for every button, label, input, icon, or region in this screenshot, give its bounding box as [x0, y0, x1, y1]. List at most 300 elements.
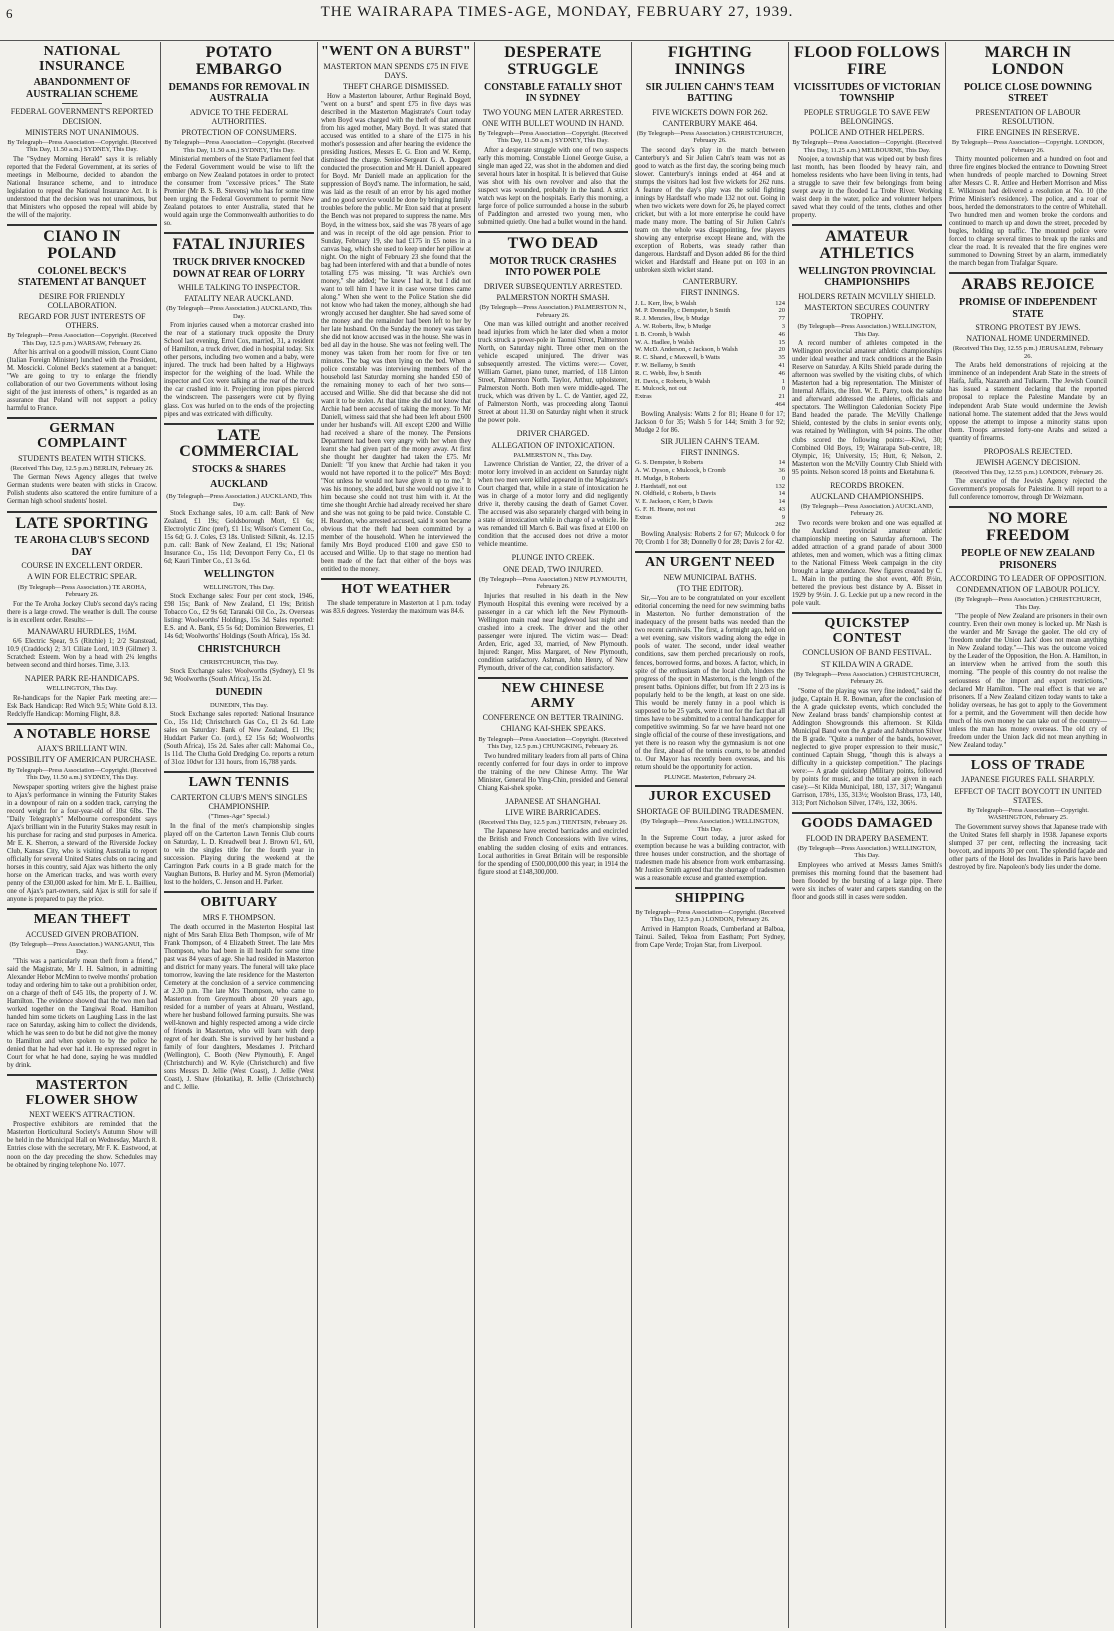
- subheadline: ALLEGATION OF INTOXICATION.: [491, 440, 615, 450]
- article-potato-embargo: [164, 45, 314, 228]
- scorecard-row: [635, 346, 785, 354]
- subheadline: ONE DEAD, TWO INJURED.: [502, 564, 604, 574]
- subheadline: PEOPLE STRUGGLE TO SAVE FEW BELONGINGS.: [803, 107, 931, 126]
- article-lawn-tennis: [164, 776, 314, 887]
- article-body: "The people of New Zealand are prisoners in their own country. Even their own money is locked up. Mr Nash is the warder and Mr Savage the gaoler. The old cry of 'freedom under the Union Jack' does not mean anything in New Zealand today."—This was the outcome voiced by the Leader of the Opposition, the Hon. A. Hamilton, in an interview when he arrived from the south this morning. "The people of this country do not realise the seriousness of the import and export restrictions," declared Mr Hamilton. "The real effect is that we are prisoners. If a New Zealand citizen today wants to take a holiday overseas, he has got to apply to the Government for a permit, and the Government will then decide how much of his own money he can take out of the country—unless the man has money overseas. The old cry of freedom under the Union Jack did not mean anything in New Zealand today.": [949, 613, 1107, 749]
- headline: GOODS DAMAGED: [801, 815, 933, 831]
- headline: MASTERTON FLOWER SHOW: [25, 1077, 139, 1108]
- article-body: "This was a particularly mean theft from a friend," said the Magistrate, Mr J. H. Salmon, in admitting Alexander Hebor McMinn to twelve months' probation today and ordering him to take out a prohibition order, on a charge of theft of £45 10s, the property of J. W. Hamilton. The evidence showed that the two men had worked together on the Tangiwai Road. Hamilton handed him some tickets on Laughing Lass in the last race on Saturday, asking him to collect the dividends, which he was seen to do but he did not give the money to Hamilton and when spoken to by the police he denied that he had ever had it. He expressed regret in Court for what he had done, saying he was muddled by drink.: [7, 957, 157, 1069]
- batsman-runs: 20: [778, 307, 785, 315]
- article-body: The shade temperature in Masterton at 1 p.m. today was 83.6 degrees. Yesterday the maximum was 84.6.: [321, 599, 471, 615]
- byline: By Telegraph—Press Association—Copyright. (Received This Day, 11.50 a.m.) SYDNEY, This Day.: [478, 129, 628, 145]
- byline: (By Telegraph—Press Association.) CHRISTCHURCH, February 26.: [793, 670, 941, 686]
- subheadline: DRIVER SUBSEQUENTLY ARRESTED.: [483, 281, 623, 291]
- batsman-runs: 21: [778, 393, 785, 401]
- article-shipping: [635, 892, 785, 950]
- batsman-runs: 1: [781, 377, 785, 385]
- article-quickstep-contest: [792, 617, 942, 808]
- subheadline: CARTERTON CLUB'S MEN'S SINGLES CHAMPIONSHIP.: [170, 793, 308, 812]
- divider: [949, 272, 1107, 274]
- headline: LOSS OF TRADE: [970, 757, 1086, 773]
- batsman-name: Extras: [635, 393, 652, 401]
- subheadline: ABANDONMENT OF AUSTRALIAN SCHEME: [26, 77, 138, 100]
- subheadline: FIRE ENGINES IN RESERVE.: [976, 127, 1080, 137]
- signature: PLUNGE. Masterton, February 24.: [664, 773, 756, 781]
- headline: OBITUARY: [200, 894, 278, 910]
- batsman-runs: 0: [781, 474, 785, 482]
- subheadline: NATIONAL HOME UNDERMINED.: [966, 334, 1090, 344]
- subheadline: STUDENTS BEATEN WITH STICKS.: [18, 453, 146, 463]
- subheadline: TWO YOUNG MEN LATER ARRESTED.: [482, 107, 624, 117]
- column-6: [789, 42, 946, 1628]
- article-late-commercial: [164, 428, 314, 768]
- subheadline: CONDEMNATION OF LABOUR POLICY.: [956, 585, 1100, 595]
- subheadline: JEWISH AGENCY DECISION.: [975, 457, 1081, 467]
- subheadline: DESIRE FOR FRIENDLY COLLABORATION.: [38, 291, 126, 310]
- scorecard-row: [635, 385, 785, 393]
- byline: (By Telegraph—Press Association.) WELLINGTON, This Day.: [640, 818, 780, 833]
- batsman-runs: 14: [778, 459, 785, 467]
- article-body: Stock Exchange sales reported: National Insurance Co., 15s 11d; Christchurch Gas Co., £1 2s 6d. Late sales on Saturday: Bank of New Zealand, £1 19s; Huddart Parker Co. (ord.), £2 15s 6d; Woolworths (South Africa), 15s 2d. Sales after call: Mahomai Co., 1s 11d. The Clutha Gold Dredging Co. reports a return of 31oz 10dwt for 131 hours, from 16,788 yards.: [164, 711, 314, 767]
- article-late-sporting: [7, 516, 157, 670]
- subheadline: AUCKLAND CHAMPIONSHIPS.: [810, 491, 924, 501]
- scorecard-row: [635, 393, 785, 401]
- subheadline: COLONEL BECK'S STATEMENT AT BANQUET: [18, 265, 146, 289]
- subheadline: WELLINGTON PROVINCIAL CHAMPIONSHIPS: [798, 265, 936, 289]
- subheadline: ADVICE TO THE FEDERAL AUTHORITIES.: [190, 107, 288, 126]
- batsman-runs: 20: [778, 346, 785, 354]
- subheadline: FEDERAL GOVERNMENT'S REPORTED DECISION.: [10, 107, 154, 126]
- divider: [7, 1074, 157, 1076]
- byline: (By Telegraph—Press Association.) AUCKLAND, This Day.: [166, 493, 312, 508]
- scorecard-row: [635, 514, 785, 522]
- subheadline: EFFECT OF TACIT BOYCOTT IN UNITED STATES.: [954, 786, 1102, 805]
- headline: JUROR EXCUSED: [648, 789, 772, 805]
- article-went-on-a-burst: [321, 45, 471, 574]
- batsman-name: A. W. Roberts, lbw, b Mudge: [635, 322, 711, 330]
- batsman-runs: 132: [775, 482, 785, 490]
- article-plunge-into-creek: [478, 553, 628, 672]
- divider: [949, 754, 1107, 756]
- headline: NO MORE FREEDOM: [986, 510, 1070, 545]
- scorecard-row: [635, 300, 785, 308]
- article-urgent-need: [635, 556, 785, 781]
- article-body: The "Sydney Morning Herald" says it is reliably reported that the Federal Government, at its series of meetings in Melbourne, decided to abandon the National Insurance scheme, and to introduce legislation to repeal the National Insurance Act. It is understood that the decision was not unanimous, but that Ministers who opposed the repeal will abide by the will of the majority.: [7, 155, 157, 219]
- subheadline: HOLDERS RETAIN MCVILLY SHIELD.: [798, 291, 936, 301]
- section-dunedin: DUNEDIN: [215, 687, 263, 699]
- byline: DUNEDIN, This Day.: [210, 701, 268, 709]
- headline: FATAL INJURIES: [172, 236, 306, 254]
- headline: SHIPPING: [674, 891, 746, 907]
- newspaper-title: THE WAIRARAPA TIMES-AGE, MONDAY, FEBRUARY 27, 1939.: [320, 4, 794, 20]
- batsman-name: I. B. Cromb, b Walsh: [635, 330, 691, 338]
- headline: MARCH IN LONDON: [984, 44, 1072, 78]
- column-4: [475, 42, 632, 1628]
- scorecard-row: [635, 483, 785, 491]
- subheadline: FLOOD IN DRAPERY BASEMENT.: [805, 833, 929, 843]
- subheadline: REGARD FOR JUST INTERESTS OF OTHERS.: [18, 311, 146, 331]
- batsman-name: G. F. H. Heane, not out: [635, 505, 696, 513]
- scorecard-row: [635, 506, 785, 514]
- article-body: The German News Agency alleges that twelve German students were beaten with sticks in Cracow. Polish students also scattered the entire furniture of a German high school students' hostel.: [7, 474, 157, 506]
- subheadline: CHIANG KAI-SHEK SPEAKS.: [500, 724, 606, 734]
- race-title: MANAWARU HURDLES, 1½M.: [27, 626, 137, 636]
- column-7: [946, 42, 1110, 1628]
- byline: By Telegraph—Press Association—Copyright. LONDON, February 26.: [951, 139, 1105, 154]
- scorecard-row: [635, 475, 785, 483]
- article-amateur-athletics: [792, 229, 942, 476]
- scorecard-row: [635, 339, 785, 347]
- article-national-insurance: [7, 45, 157, 220]
- article-march-in-london: [949, 45, 1107, 268]
- scorecard-row: [635, 323, 785, 331]
- headline: AN URGENT NEED: [645, 555, 775, 571]
- article-body: Prospective exhibitors are reminded that the Masterton Horticultural Society's Autumn Show will be held in the Municipal Hall on Wednesday, March 8. Entries close with the secretary, Mr F. K. Eastwood, at noon on the day preceding the show. Schedules may be obtained by ringing telephone No. 1077.: [7, 1121, 157, 1169]
- scorecard-row: [635, 315, 785, 323]
- scorecard-row: [635, 362, 785, 370]
- innings-title: FIRST INNINGS.: [680, 447, 740, 457]
- subheadline: MOTOR TRUCK CRASHES INTO POWER POLE: [489, 255, 617, 279]
- batsman-runs: 41: [778, 361, 785, 369]
- article-body: Noojee, a township that was wiped out by bush fires last month, has been flooded by heavy rain, and homeless residents who have been living in tents, had a struggle to save their few belongings from being swept away in the flooded La Trobe River. Working waist deep in the water, police and volunteer helpers saved what they could of the tents, clothes and other property.: [792, 156, 942, 220]
- batsman-name: H. Davis, c Roberts, b Walsh: [635, 377, 711, 385]
- divider: [792, 612, 942, 614]
- article-body: A record number of athletes competed in the Wellington provincial amateur athletic championships under ideal weather and track conditions at the Basin Reserve on Saturday. A Kilts Shield parade during the afternoon was swelled by the visiting clubs, of which Masterton had a big representation. The Minister of Internal Affairs, the Hon. W. E. Parry, took the salute and afterward addressed the athletes, officials and spectators. The Wellington Caledonian Society Pipe Band headed the parade. The McVilly Challenge Shield, contested by the clubs in senior events only, was retained by Wellington, with 94 points. The other clubs scored the following points:—Kiwi, 30; Combined Old Boys, 19; Wairarapa Sub-centre, 18; Olympic, 16; University, 15; Hutt, 6; Nelson, 2. Masterton won the McVilly Country Club Shield with 95 points. Nelson scored 18 points and Eketahuna 6.: [792, 340, 942, 476]
- scorecard-total: 262: [775, 521, 785, 529]
- article-body: Two hundred military leaders from all parts of China recently conferred for four days in order to improve the training of the new Chinese Army. The War Minister, General Ho Ying-Chin, presided and General Chiang Kai-shek spoke.: [478, 752, 628, 792]
- subheadline: JAPANESE AT SHANGHAI.: [505, 796, 601, 806]
- columns: [4, 42, 1110, 1628]
- article-juror-excused: [635, 790, 785, 883]
- article-body: Stock Exchange sales: Woolworths (Sydney), £1 9s 9d; Woolworths (South Africa), 15s 2d.: [164, 668, 314, 684]
- subheadline: PROMISE OF INDEPENDENT STATE: [959, 297, 1097, 320]
- article-body: Arrived in Hampton Roads, Cumberland at Balboa, Tainui. Sailed, Tekoa from Eastham; Port Sydney, from Cape Verde; Trojan Star, from Liverpool.: [635, 925, 785, 949]
- batsman-name: F. W. Bellamy, b Smith: [635, 361, 696, 369]
- article-obituary: [164, 896, 314, 1092]
- article-body: Sir,—You are to be congratulated on your excellent editorial concerning the need for new swimming baths in Masterton. No further demonstration of the inadequacy of the present baths was needed than the two recent carnivals. The first, a fortnight ago, held on a wet evening, saw visitors wading along the edge in pools of water. The second, under ideal weather conditions, saw them perched precariously on roofs, fences, borrowed forms, and boxes. A factor, which, in spite of the enthusiasm of the local club, hinders the progress of the sport in Masterton, is the length of the present baths. Opinions differ, but from 1ft 2 2/3 ins is popularly held to be the length, at least on one side. This would be merely funny in a pool which is supposed to be 25 yards, were it not for the fact that all times have to be submitted to a central handicapper for competitive swimming. So far we have heard not one single official of the course of these investigations, and yet there is no reason why the gymnasium is not one of the first, ahead of the tennis courts, to be attended to. Our Mayor has recently been overseas, and his return should be the opportunity for action.: [635, 595, 785, 771]
- divider: [792, 812, 942, 814]
- article-body: For the Te Aroha Jockey Club's second day's racing there is a large crowd. The weather is dull. The course is in excellent order. Results:—: [7, 600, 157, 624]
- batsman-name: J. Hardstaff, not out: [635, 482, 687, 490]
- scorecard-canterbury: [635, 300, 785, 401]
- article-notable-horse: [7, 728, 157, 904]
- subheadline: A WIN FOR ELECTRIC SPEAR.: [27, 572, 137, 582]
- headline: HOT WEATHER: [341, 582, 451, 598]
- subheadline: PEOPLE OF NEW ZEALAND PRISONERS: [961, 548, 1095, 571]
- byline: (Received This Day, 12.55 p.m.) JERUSALEM, February 26.: [952, 345, 1104, 360]
- bowling-analysis: Bowling Analysis: Roberts 2 for 67; Mulcock 0 for 70; Cromb 1 for 38; Donnelly 0 for 28; Davis 2 for 42.: [635, 531, 785, 547]
- scorecard-row: [635, 490, 785, 498]
- divider: [478, 231, 628, 233]
- scorecard-row: [635, 307, 785, 315]
- section-auckland: AUCKLAND: [210, 478, 268, 490]
- scorecard-row: [635, 354, 785, 362]
- headline: CIANO IN POLAND: [43, 228, 121, 262]
- article-body: Stock Exchange sales, 10 a.m. call: Bank of New Zealand, £1 19s; Goldsborough Mort, £1 6s; Electrolytic Zinc (pref), £1 11s; Wilson's Cement Co., 15s 6d; G. J. Coles, £3 18s. Unlisted: Silknit, 4s. 12.15 p.m. call: Bank of New Zealand, £1 19s; National Insurance Co., 15s 11d; Devonport Ferry Co., £1 0s 6d; Kauri Timber Co., £1 3s 6d.: [164, 510, 314, 566]
- divider: [62, 103, 102, 104]
- subheadline: CONCLUSION OF BAND FESTIVAL.: [802, 648, 932, 658]
- scorecard-row: [635, 498, 785, 506]
- subheadline: POLICE AND OTHER HELPERS.: [809, 127, 925, 137]
- innings-title: FIRST INNINGS.: [680, 288, 740, 298]
- article-loss-of-trade: [949, 759, 1107, 872]
- batsman-name: G. S. Dempster, b Roberts: [635, 459, 704, 467]
- headline: GERMAN COMPLAINT: [37, 421, 127, 452]
- batsman-name: M. P. Donnelly, c Dempster, b Smith: [635, 307, 731, 315]
- subheadline: STOCKS & SHARES: [192, 464, 286, 476]
- divider: [164, 423, 314, 425]
- subheadline: TE AROHA CLUB'S SECOND DAY: [14, 535, 150, 558]
- subheadline: PALMERSTON NORTH SMASH.: [496, 293, 610, 303]
- headline: QUICKSTEP CONTEST: [824, 616, 910, 646]
- byline: (By Telegraph—Press Association.) AUCKLAND, February 26.: [800, 502, 934, 518]
- article-goods-damaged: [792, 817, 942, 902]
- batsman-runs: 46: [778, 330, 785, 338]
- byline: (By Telegraph—Press Association.) WANGANUI, This Day.: [9, 940, 155, 956]
- article-body: In the final of the men's championship singles played off on the Carterton Lawn Tennis Club courts on Saturday, L. D. Kreadwell beat J. Brown 6/1, 6/0, to win the singles title for the fourth year in succession. Playing during the weekend at the Carrington Park courts in a B grade match for the Vaughan Buttons, B. Hurley and M. Syron (Memorial) lost to the holders, C. Jenson and H. Parker.: [164, 822, 314, 886]
- subheadline: WHILE TALKING TO INSPECTOR.: [177, 283, 301, 293]
- subheadline: NAPIER PARK RE-HANDICAPS.: [24, 673, 140, 683]
- article-body: Stock Exchange sales: Four per cent stock, 1946, £98 15s; Bank of New Zealand, £1 19s; British Tobacco Co., £2 9s 6d; Taranaki Oil Co., 2s. Overseas listing: Woolworths' Holdings, 15s 3d. Sales reported: E.S. and A. Bank, £5 5s 6d; Dominion Breweries, £1 14s 6d; Woolworths' Holdings (South Africa), 15s 3d.: [164, 593, 314, 641]
- byline: PALMERSTON N., This Day.: [513, 451, 593, 459]
- article-body: Two records were broken and one was equalled at the Auckland provincial amateur athletic championship meeting on Saturday afternoon. The added attraction of a grand parade of about 3000 athletes, men and women, which was a fitting climax to the National Fitness Week campaign in the city brought a large attendance. New figures created by C. L. Main in the putting the shot event, 40ft 8½in, bettered the previous best distance by A. Bisset in 1929 by 9½in. J. G. Leckie put up a new record in the pole vault.: [792, 519, 942, 608]
- scorecard-row: [635, 378, 785, 386]
- batsman-runs: 15: [778, 338, 785, 346]
- article-records-broken: [792, 481, 942, 608]
- headline: NEW CHINESE ARMY: [501, 680, 605, 711]
- batsman-name: R. C. Shand, c Maxwell, b Watts: [635, 354, 720, 362]
- subheadline: LIVE WIRE BARRICADES.: [505, 807, 601, 817]
- subheadline: AJAX'S BRILLIANT WIN.: [36, 744, 128, 754]
- article-new-chinese-army: [478, 682, 628, 793]
- subheadline: VICISSITUDES OF VICTORIAN TOWNSHIP: [793, 81, 941, 105]
- byline: (Received This Day, 12.55 p.m.) LONDON, February 26.: [952, 468, 1104, 476]
- batsman-runs: 124: [775, 299, 785, 307]
- article-flower-show: [7, 1079, 157, 1170]
- byline: (By Telegraph—Press Association.) AUCKLAND, This Day.: [166, 305, 312, 320]
- article-mean-theft: [7, 913, 157, 1070]
- batsman-runs: 0: [781, 385, 785, 393]
- article-fighting-innings: [635, 45, 785, 547]
- team-title: CANTERBURY.: [682, 277, 738, 287]
- subheadline: MINISTERS NOT UNANIMOUS.: [25, 127, 139, 137]
- headline: A NOTABLE HORSE: [13, 726, 151, 742]
- batsman-runs: 14: [778, 490, 785, 498]
- subheadline: CANTERBURY MAKE 464.: [662, 118, 758, 128]
- article-japanese-shanghai: [478, 797, 628, 877]
- headline: NATIONAL INSURANCE: [39, 44, 125, 74]
- byline: CHRISTCHURCH, This Day.: [199, 658, 279, 666]
- byline: (By Telegraph—Press Association.) PALMERSTON N., February 26.: [479, 304, 627, 319]
- divider: [635, 887, 785, 889]
- divider: [164, 232, 314, 234]
- batsman-name: R. J. Menzies, lbw, b Mudge: [635, 315, 710, 323]
- divider: [792, 224, 942, 226]
- article-body: After a desperate struggle with one of two suspects early this morning, Constable Lionel George Guise, a single man aged 22, was shot in the abdomen and died several hours later in hospital. It is believed that Guise was shot with his own revolver and also that the suspect was wounded, probably in the hand. A strict watch was kept on the hospitals. Early this morning, a large force of police surrounded a house in the suburb of Paddington and arrested two young men, who submitted quietly. One had a bullet wound in the hand.: [478, 146, 628, 227]
- article-ciano-in-poland: [7, 229, 157, 413]
- subheadline: FATALITY NEAR AUCKLAND.: [184, 294, 294, 304]
- subheadline: CONSTABLE FATALLY SHOT IN SYDNEY: [484, 81, 622, 105]
- subheadline: PLUNGE INTO CREEK.: [511, 553, 595, 563]
- subheadline: DRIVER CHARGED.: [516, 429, 590, 439]
- batsman-runs: 3: [781, 322, 785, 330]
- batsman-runs: 36: [778, 466, 785, 474]
- divider: [7, 417, 157, 419]
- subheadline: MRS F. THOMPSON.: [202, 912, 276, 922]
- batsman-name: A. W. Dyson, c Mulcock, b Cromb: [635, 466, 726, 474]
- subheadline: POSSIBILITY OF AMERICAN PURCHASE.: [7, 755, 157, 765]
- batsman-name: W. A. Hadlee, b Walsh: [635, 338, 694, 346]
- article-flood-follows-fire: [792, 45, 942, 220]
- subheadline: SIR JULIEN CAHN'S TEAM BATTING: [645, 81, 775, 105]
- divider: [7, 723, 157, 725]
- subheadline: MASTERTON MAN SPENDS £75 IN FIVE DAYS.: [323, 61, 469, 80]
- subheadline: PROPOSALS REJECTED.: [983, 446, 1073, 456]
- byline: ("Times-Age" Special.): [208, 813, 270, 821]
- batsman-name: E. Mulcock, not out: [635, 385, 687, 393]
- subheadline: TRUCK DRIVER KNOCKED DOWN AT REAR OF LORRY: [172, 257, 306, 280]
- article-body: The executive of the Jewish Agency rejected the Government's proposals for Palestine. It will report to a full conference tomorrow, through Dr Weizmann.: [949, 478, 1107, 502]
- byline: By Telegraph—Press Association—Copyright. (Received This Day, 11.50 a.m.) SYDNEY, This Day.: [7, 766, 157, 782]
- divider: [949, 506, 1107, 508]
- byline: By Telegraph—Press Association—Copyright. (Received This Day, 11.50 a.m.) SYDNEY, This Day.: [164, 139, 314, 154]
- batsman-runs: 77: [778, 315, 785, 323]
- batsman-name: V. E. Jackson, c Kerr, b Davis: [635, 498, 713, 506]
- article-napier-park: [7, 674, 157, 719]
- article-desperate-struggle: [478, 45, 628, 227]
- article-body: The second day's play in the match between Canterbury's and Sir Julien Cahn's team was not as good to watch as the first day, the scoring being much slower. Canterbury's innings ended at 464 and at stumps the visitors had lost five wickets for 262 runs. A feature of the day's play was the solid fighting innings by Hardstaff who made 132 not out. Going in when two wickets were down for 26, he played correct cricket, but with a lot more enterprise he could have made many more. The batting of Sir Julien Cahn's team on the whole was disappointing, few players showing any enterprise except Heane and, with the exception of Roberts, was steady rather than dangerous. Hardstaff and Dyson added 86 for the third wicket and Hardstaff and Heane put on 103 in an unbroken sixth wicket stand.: [635, 146, 785, 275]
- byline: (Received This Day, 12.5 p.m.) TIENTSIN, February 26.: [478, 819, 628, 826]
- headline: LAWN TENNIS: [188, 775, 290, 791]
- headline: TWO DEAD: [507, 235, 599, 253]
- byline: By Telegraph—Press Association—Copyright. (Received This Day, 11.25 a.m.) MELBOURNE, This Day.: [792, 139, 942, 154]
- article-body: The Government survey shows that Japanese trade with the United States fell sharply in 1938. Japanese exports slumped 37 per cent, reflecting the increasing tacit boycott, and imports 30 per cent. The splendid façade and other parts of the Hotel des Invalides in Paris have been destroyed by fire. Napoleon's body lies under the dome.: [949, 823, 1107, 871]
- subheadline: RECORDS BROKEN.: [830, 480, 904, 490]
- subheadline: STRONG PROTEST BY JEWS.: [975, 323, 1081, 333]
- subheadline: NEW MUNICIPAL BATHS.: [663, 573, 757, 582]
- headline: FLOOD FOLLOWS FIRE: [794, 44, 940, 78]
- article-fatal-injuries: [164, 237, 314, 418]
- byline: (By Telegraph—Press Association.) WELLINGTON, This Day.: [797, 844, 937, 860]
- headline: FIGHTING INNINGS: [667, 44, 753, 78]
- batsman-name: N. Oldfield, c Roberts, b Davis: [635, 490, 716, 498]
- divider: [7, 224, 157, 226]
- scorecard-row: [635, 331, 785, 339]
- byline: WELLINGTON, This Day.: [203, 583, 275, 591]
- section-christchurch: CHRISTCHURCH: [197, 644, 281, 656]
- headline: LATE SPORTING: [15, 514, 149, 532]
- article-body: In the Supreme Court today, a juror asked for exemption because he was a building contractor, with three houses under construction, and the shortage of tradesmen made his absence from work embarrassing. Mr Justice Smith agreed that the shortage of tradesmen was a reasonable excuse and granted exemption.: [635, 835, 785, 883]
- batsman-runs: 14: [778, 498, 785, 506]
- column-1: [4, 42, 161, 1628]
- article-body: Lawrence Christian de Vantier, 22, the driver of a motor lorry involved in an accident on Saturday night when two men were killed appeared in the Magistrate's Court charged that, while in a state of intoxication he was in charge of a motor lorry and did negligently drive it, thereby causing the death of Garnet Cover. The accused was also separately charged with being in a state of intoxication while in charge of a vehicle. He was remanded till March 6. Bail was fixed at £100 on condition that the accused does not drive a motor vehicle meantime.: [478, 461, 628, 549]
- subheadline: ST KILDA WIN A GRADE.: [821, 659, 913, 669]
- article-body: The Arabs held demonstrations of rejoicing at the imminence of an independent Arab State in the streets of Haifa, Jaffa, Nazareth and Tulkarm. The Jewish Council has issued a statement declaring that the reported proposal to replace the Palestine Mandate by an independent Arab State would undermine the Jewish national home. The statement added that the Jews would oppose the attempt to impose a minority status upon them. Troops arrested forty-one Arabs and seized a quantity of firearms.: [949, 362, 1107, 442]
- subheadline: THEFT CHARGE DISMISSED.: [343, 82, 449, 92]
- subheadline: PRESENTATION OF LABOUR RESOLUTION.: [975, 107, 1081, 126]
- byline: (By Telegraph—Press Association.) TE AROHA, February 26.: [17, 583, 147, 599]
- divider: [635, 785, 785, 787]
- article-body: The Japanese have erected barricades and encircled the British and French Concessions with live wires, enabling the sudden closing of exits and entrances. Local authorities in Great Britain will be responsible for the spending of £500,000,000 this year; in 1914 the figure stood at £148,300,000.: [478, 828, 628, 876]
- batsman-runs: 46: [778, 369, 785, 377]
- article-two-dead: [478, 236, 628, 425]
- page-number: 6: [6, 6, 13, 21]
- subheadline: CONFERENCE ON BETTER TRAINING.: [482, 713, 624, 723]
- divider: [635, 551, 785, 553]
- article-body: Employees who arrived at Messrs James Smith's premises this morning found that the basement had been flooded by the bursting of a large pipe. There were six inches of water and carpets standing on the floor and goods still in cases were sodden.: [792, 861, 942, 901]
- article-body: The death occurred in the Masterton Hospital last night of Mrs Sarah Eliza Beth Thompson, wife of Mr Frank Thompson, of 4 Elizabeth Street. The late Mrs Thompson, who had been in ill health for some time past was 84 years of age. She had resided in Masterton and district for many years. The funeral will take place tomorrow, leaving the late residence for the Masterton Cemetery at the conclusion of a service commencing at 2.30 p.m. The late Mrs Thompson, who came to Masterton from Greymouth about 20 years ago, resided for a number of years at Ahuaru, Westland, where her husband followed farming pursuits. She was well-known and highly respected among a wide circle of friends in Masterton, who will learn with deep regret of her death. She is survived by her husband a family of four daughters, Mesdames J. Pritchard (Wellington), C. Booth (New Plymouth), F. Angel (Christchurch) and W. Kyle (Christchurch) and five sons Messrs D. Jellie (West Coast), J. Jellie (West Coast), J. Shaw (Hokatika), R. Jellie (Christchurch) and C. Jellie.: [164, 923, 314, 1092]
- headline: "WENT ON A BURST": [321, 44, 471, 59]
- subheadline: ACCORDING TO LEADER OF OPPOSITION.: [949, 574, 1107, 584]
- batsman-name: H. Mudge, b Roberts: [635, 474, 690, 482]
- scorecard-row: [635, 459, 785, 467]
- byline: By Telegraph—Press Association—Copyright. (Received This Day, 12.5 p.m.) WARSAW, February 26.: [7, 332, 157, 347]
- subheadline: FIVE WICKETS DOWN FOR 262.: [652, 107, 768, 117]
- column-5: [632, 42, 789, 1628]
- subheadline: JAPANESE FIGURES FALL SHARPLY.: [961, 775, 1095, 785]
- byline: By Telegraph—Press Association—Copyright. WASHINGTON, February 25.: [967, 806, 1089, 822]
- byline: (By Telegraph—Press Association.) CHRISTCHURCH, February 26.: [636, 129, 784, 145]
- team-title: SIR JULIEN CAHN'S TEAM.: [660, 436, 760, 446]
- race-results: 6/6 Electric Spear, 9.5 (Ritchie) 1; 2/2 Stanstead, 10.9 (Craddock) 2; 3/1 Ciliate Lord, 10.9 (Gilmer) 3. Scratched: Esteem. Won by a head with 2¼ lengths between second and third horses. Time, 3.13.: [7, 637, 157, 669]
- headline: ARABS REJOICE: [961, 276, 1095, 294]
- batsman-runs: 35: [778, 354, 785, 362]
- article-body: From injuries caused when a motorcar crashed into the rear of a stationary truck opposite the Drury School last evening, Errol Cox, married, 31, a resident of Hamilton, a truck driver, died in hospital today. Six other persons, including two women and a baby, were injured. The truck had been halted by a Highways inspector for the weighing of the load. While the inspector and Cox were talking at the rear of the truck the car crashed into it. Projecting iron pipes pierced the windscreen. The passengers were cut by flying glass. Cox was hurled on to the ends of the projecting pipes and was extricated with difficulty.: [164, 322, 314, 418]
- scorecard-row: [635, 370, 785, 378]
- subheadline: SHORTAGE OF BUILDING TRADESMEN.: [636, 806, 784, 816]
- masthead: [0, 0, 1114, 41]
- byline: By Telegraph—Press Association—Copyright. (Received This Day, 12.5 p.m.) LONDON, February 26.: [635, 908, 785, 924]
- byline: By Telegraph—Press Association—Copyright. (Received This Day, 12.5 p.m.) CHUNGKING, February 26.: [478, 735, 628, 751]
- subheadline: ONE WITH BULLET WOUND IN HAND.: [482, 118, 624, 128]
- subheadline: POLICE CLOSE DOWNING STREET: [963, 81, 1093, 105]
- headline: POTATO EMBARGO: [195, 44, 283, 78]
- article-arabs-rejoice: [949, 277, 1107, 442]
- divider: [7, 511, 157, 513]
- scorecard-row: [635, 467, 785, 475]
- batsman-name: R. C. Webb, lbw, b Smith: [635, 369, 702, 377]
- byline: (By Telegraph—Press Association.) NEW PLYMOUTH, February 26.: [478, 575, 628, 591]
- subheadline: DEMANDS FOR REMOVAL IN AUSTRALIA: [168, 81, 310, 105]
- byline: (By Telegraph—Press Association.) WELLINGTON, This Day.: [797, 323, 937, 338]
- article-body: Re-handicaps for the Napier Park meeting are:— Esk Back Handicap: Red Witch 9.5; White Gold 8.13. Redclyffe Handicap: Morning Flight, 8.8.: [7, 694, 157, 718]
- scorecard-total: 464: [775, 400, 785, 408]
- article-body: How a Masterton labourer, Arthur Reginald Boyd, "went on a burst" and spent £75 in five days was described in the Masterton Magistrate's Court today when Boyd was charged with the theft of that amount from his aged mother, Mary Boyd. It was stated that accused was entitled to a share of the £175 in his mother's possession and after hearing the evidence the presiding Justices, Messrs E. G. Eton and W. Kemp, dismissed the charge. Senior-Sergeant G. A. Doggett conducted the prosecution and Mr H. Daniell appeared for Boyd. Mr Daniell made an application for the suppression of Boyd's name. The information, he said, was laid as the result of an error by his aged mother and no good service would be done by bringing family troubles before the public. Mr Eton said that at present the Bench was not prepared to suppress the name. Mrs Boyd, in the witness box, said she was 78 years of age and was in receipt of the old age pension. Prior to Sunday, February 19, she had £175 in £5 notes in a canvas bag, which she used to keep under her pillow at night. On the night of February 23 she found that the bag had been interfered with and that a bundle of notes totalling £75 was missing. "It was Archie's own money," she added; "he knew I had it, but I did not want to tell him I have it in case worse times came along." When she went to the Police Station she did not know who had taken the money, although she had wrongly accused her daughter. She had saved some of the money and the remainder had been left to her by her late husband. On the Sunday the money was taken she did not know accused was in the house. She was in bed all day in the house. She was not feeling well. The money was taken from her room for five or ten minutes. The bag was then lying on the bed. When a police constable was interviewing members of the household last Saturday morning she handed £50 of the remaining money to each of her two sons—accused and Willie. She did that because she did not want it to be stolen. At that time she did not know that Archie had been accused of taking the money. To Mr Daniell, witness said that she had been left about £600 under her husband's will. All except £200 and Willie had received a share of the money. The Pensions Department had been very angry with her when they learnt she had given part of the money away. At first she thought her daughter had taken the £75. Mr Daniell: "If you knew that Archie had taken it you would not have reported it to the police?" Mrs Boyd: "Not unless he would not have given it up to me." It was his money, she added, but she would not give it to him because she could not trust him with it. At the time she thought Archie had already received her share and she was not going to be paid twice. Constable C. H. Reardon, who arrested accused, said it soon became obvious that the theft had been committed by a member of the household. When he interviewed the family Mrs Boyd produced £100 and gave £50 to accused and Willie. Up to that stage no mention had been made of the fact that either of the boys was entitled to the money.: [321, 93, 471, 574]
- subheadline: (TO THE EDITOR).: [676, 584, 744, 594]
- article-body: Ministerial members of the State Parliament feel that the Federal Government would be wise to lift the embargo on New Zealand potatoes in order to protect the consumer from "excessive prices." The State Premier (Mr B. S. B. Stevens) who has for some time been urging the Federal Government to permit New Zealand potatoes to enter Australia, stated that he would again urge the Commonwealth authorities to do so.: [164, 156, 315, 228]
- headline: DESPERATE STRUGGLE: [504, 44, 602, 78]
- divider: [164, 891, 314, 893]
- bowling-analysis: Bowling Analysis: Watts 2 for 81; Heane 0 for 17; Jackson 0 for 35; Walsh 5 for 144; Smith 3 for 92; Mudge 2 for 86.: [635, 410, 785, 434]
- article-body: "Some of the playing was very fine indeed," said the judge, Captain H. R. Bowman, after the conclusion of the A grade quickstep events, which concluded the New Zealand brass bands' championship contest at Addington Showgrounds this afternoon. St Kilda Municipal Band won the A grade and Ashburton Silver the B grade. "Quite a number of the bands, however, neglected to give proper expression to their music," continued Captain Shugg, "though this is always a difficulty in a quickstep competition." The placings were:— A grade quickstep (Military points, followed by points for music, and the total are given in each case):—St Kilda Municipal, 180, 137, 317; Wanganui Garrison, 178½, 135, 313½; Woolston Brass, 173, 140, 313; Port Nicholson Silver, 174½, 132, 306½.: [792, 687, 942, 807]
- batsman-name: J. L. Kerr, lbw, b Walsh: [635, 299, 697, 307]
- divider: [321, 578, 471, 580]
- article-body: Newspaper sporting writers give the highest praise to Ajax's performance in winning the Futurity Stakes in a downpour of rain on a sodden track, carrying the record weight for a four-year-old of 10st 6lbs. The "Daily Telegraph's" Melbourne correspondent says Ajax's brilliant win in the Futurity Stakes may result in his purchase for racing and stud purposes in America. Mr E. K. Sherron, a steward of the Riverside Jockey Club, Kansas City, who is visiting Australia to report officially for several United States clubs on racing and horses in this country, said Ajax was hitherto the only horse on the American tracks, and was worth every penny of the £30,000 asked for him. Mr E. L. Baillieu, one of Ajax's part-owners, said Ajax is still for sale if anyone is prepared to pay the price.: [7, 783, 157, 903]
- divider: [164, 771, 314, 773]
- headline: LATE COMMERCIAL: [179, 426, 299, 461]
- divider: [7, 908, 157, 910]
- byline: WELLINGTON, This Day.: [46, 685, 118, 693]
- article-body: Thirty mounted policemen and a hundred on foot and three fire engines blocked the entrance to Downing Street when hundreds of people marched to Downing Street after Messrs C. R. Attlee and Herbert Morrison and Miss E. Wilkinson had delivered a resolution at No. 10 (the Prime Minister's residence). The police, and a roar of boos, herded the demonstrators to the centre of Whitehall. Two hundred men and women broke the cordons and continued to march up and down the street, preceded by bugles, holding up traffic. The mounted police were forced to charge several times to break up the ranks and clear the road. It is revealed that the fire engines were summoned to Downing Street by an alarm, immediately the march began from Trafalgar Square.: [949, 156, 1107, 268]
- scorecard-cahn: [635, 459, 785, 521]
- subheadline: ACCUSED GIVEN PROBATION.: [25, 929, 139, 939]
- section-wellington: WELLINGTON: [203, 569, 275, 581]
- batsman-runs: 43: [778, 505, 785, 513]
- divider: [478, 677, 628, 679]
- headline: AMATEUR ATHLETICS: [819, 228, 915, 263]
- headline: MEAN THEFT: [33, 911, 131, 927]
- byline: (Received This Day, 12.5 p.m.) BERLIN, February 26.: [10, 464, 154, 472]
